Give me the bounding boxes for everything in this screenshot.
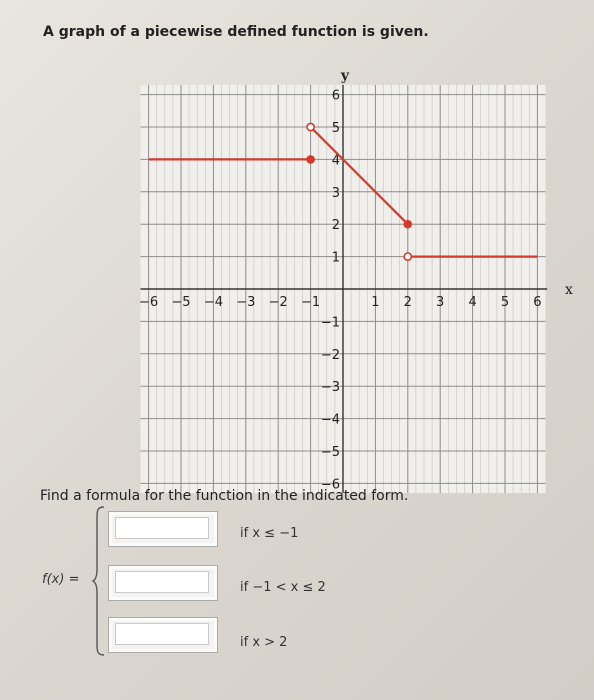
x-tick-label: 5	[500, 295, 510, 310]
open-endpoint	[307, 123, 314, 130]
y-tick-label: −1	[320, 315, 340, 331]
open-endpoint	[404, 253, 411, 260]
piece-3-input[interactable]	[115, 623, 209, 645]
piece-2-input[interactable]	[115, 571, 209, 593]
y-tick-label: −5	[320, 445, 340, 460]
y-tick-label: 6	[331, 88, 340, 104]
y-tick-label: −4	[320, 412, 340, 428]
fx-name: f(x)	[42, 572, 65, 587]
piece-1-condition: if x ≤ −1	[240, 526, 299, 541]
x-tick-label: −2	[268, 295, 288, 310]
piecewise-graph	[139, 58, 580, 493]
x-axis-label: x	[564, 282, 573, 298]
question-prompt: Find a formula for the function in the indicated form.	[40, 488, 409, 504]
x-tick-label: −4	[203, 295, 223, 310]
x-tick-label: 4	[468, 295, 477, 310]
x-tick-label: 2	[403, 295, 412, 310]
piece-2-box	[108, 565, 218, 601]
piece-3-box	[108, 617, 218, 653]
y-axis-label: y	[340, 68, 350, 85]
x-tick-label: 6	[533, 295, 542, 310]
y-tick-label: 3	[331, 185, 340, 201]
x-tick-label: −3	[236, 295, 256, 310]
equals-sign: =	[68, 572, 80, 587]
y-tick-label: 4	[331, 153, 340, 169]
closed-endpoint	[307, 156, 315, 164]
y-tick-label: 5	[331, 121, 340, 136]
left-brace-icon	[92, 505, 106, 657]
closed-endpoint	[404, 220, 412, 228]
y-tick-label: 1	[331, 250, 340, 266]
x-tick-label: −5	[171, 295, 191, 310]
x-tick-label: 3	[436, 295, 445, 310]
function-label	[42, 572, 79, 587]
x-tick-label: −1	[301, 295, 321, 310]
piece-1-input[interactable]	[115, 517, 209, 539]
y-tick-label: −3	[320, 380, 340, 396]
piece-1-box	[108, 511, 218, 547]
y-tick-label: −6	[320, 477, 340, 493]
piece-2-condition: if −1 < x ≤ 2	[240, 580, 326, 595]
y-tick-label: −2	[320, 347, 340, 363]
x-tick-label: 1	[371, 295, 380, 310]
y-tick-label: 2	[331, 218, 340, 234]
piece-3-condition: if x > 2	[240, 635, 288, 650]
x-tick-label: −6	[139, 295, 159, 310]
problem-title: A graph of a piecewise defined function is given.	[43, 24, 429, 40]
